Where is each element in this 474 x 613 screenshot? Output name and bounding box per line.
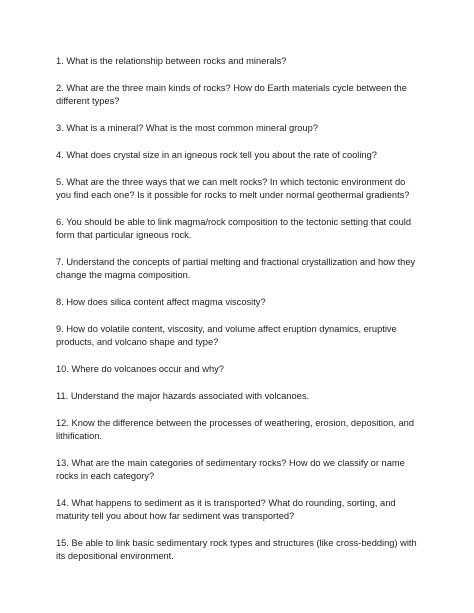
question-14: 14. What happens to sediment as it is transported? What do rounding, sorting, and maturity tell you about how far sediment was transported? (56, 498, 396, 521)
question-13: 13. What are the main categories of sedimentary rocks? How do we classify or name rocks in each category? (56, 458, 405, 481)
question-8: 8. How does silica content affect magma viscosity? (56, 297, 266, 307)
question-1: 1. What is the relationship between rocks and minerals? (56, 56, 287, 66)
question-4: 4. What does crystal size in an igneous rock tell you about the rate of cooling? (56, 150, 377, 160)
question-7: 7. Understand the concepts of partial melting and fractional crystallization and how they change the magma composition. (56, 257, 416, 280)
question-2: 2. What are the three main kinds of rocks? How do Earth materials cycle between the different types? (56, 83, 407, 106)
question-11: 11. Understand the major hazards associated with volcanoes. (56, 391, 310, 401)
question-15: 15. Be able to link basic sedimentary rock types and structures (like cross-bedding) with its depositional environment. (56, 538, 417, 561)
question-10: 10. Where do volcanoes occur and why? (56, 364, 224, 374)
question-6: 6. You should be able to link magma/rock composition to the tectonic setting that could form that particular igneous rock. (56, 217, 412, 240)
question-12: 12. Know the difference between the processes of weathering, erosion, deposition, and lithification. (56, 418, 414, 441)
question-3: 3. What is a mineral? What is the most common mineral group? (56, 123, 318, 133)
question-9: 9. How do volatile content, viscosity, and volume affect eruption dynamics, eruptive products, and volcano shape and type? (56, 324, 397, 347)
question-5: 5. What are the three ways that we can melt rocks? In which tectonic environment do you find each one? Is it possible for rocks to melt under normal geothermal gradients? (56, 177, 410, 200)
question-list (56, 55, 421, 577)
